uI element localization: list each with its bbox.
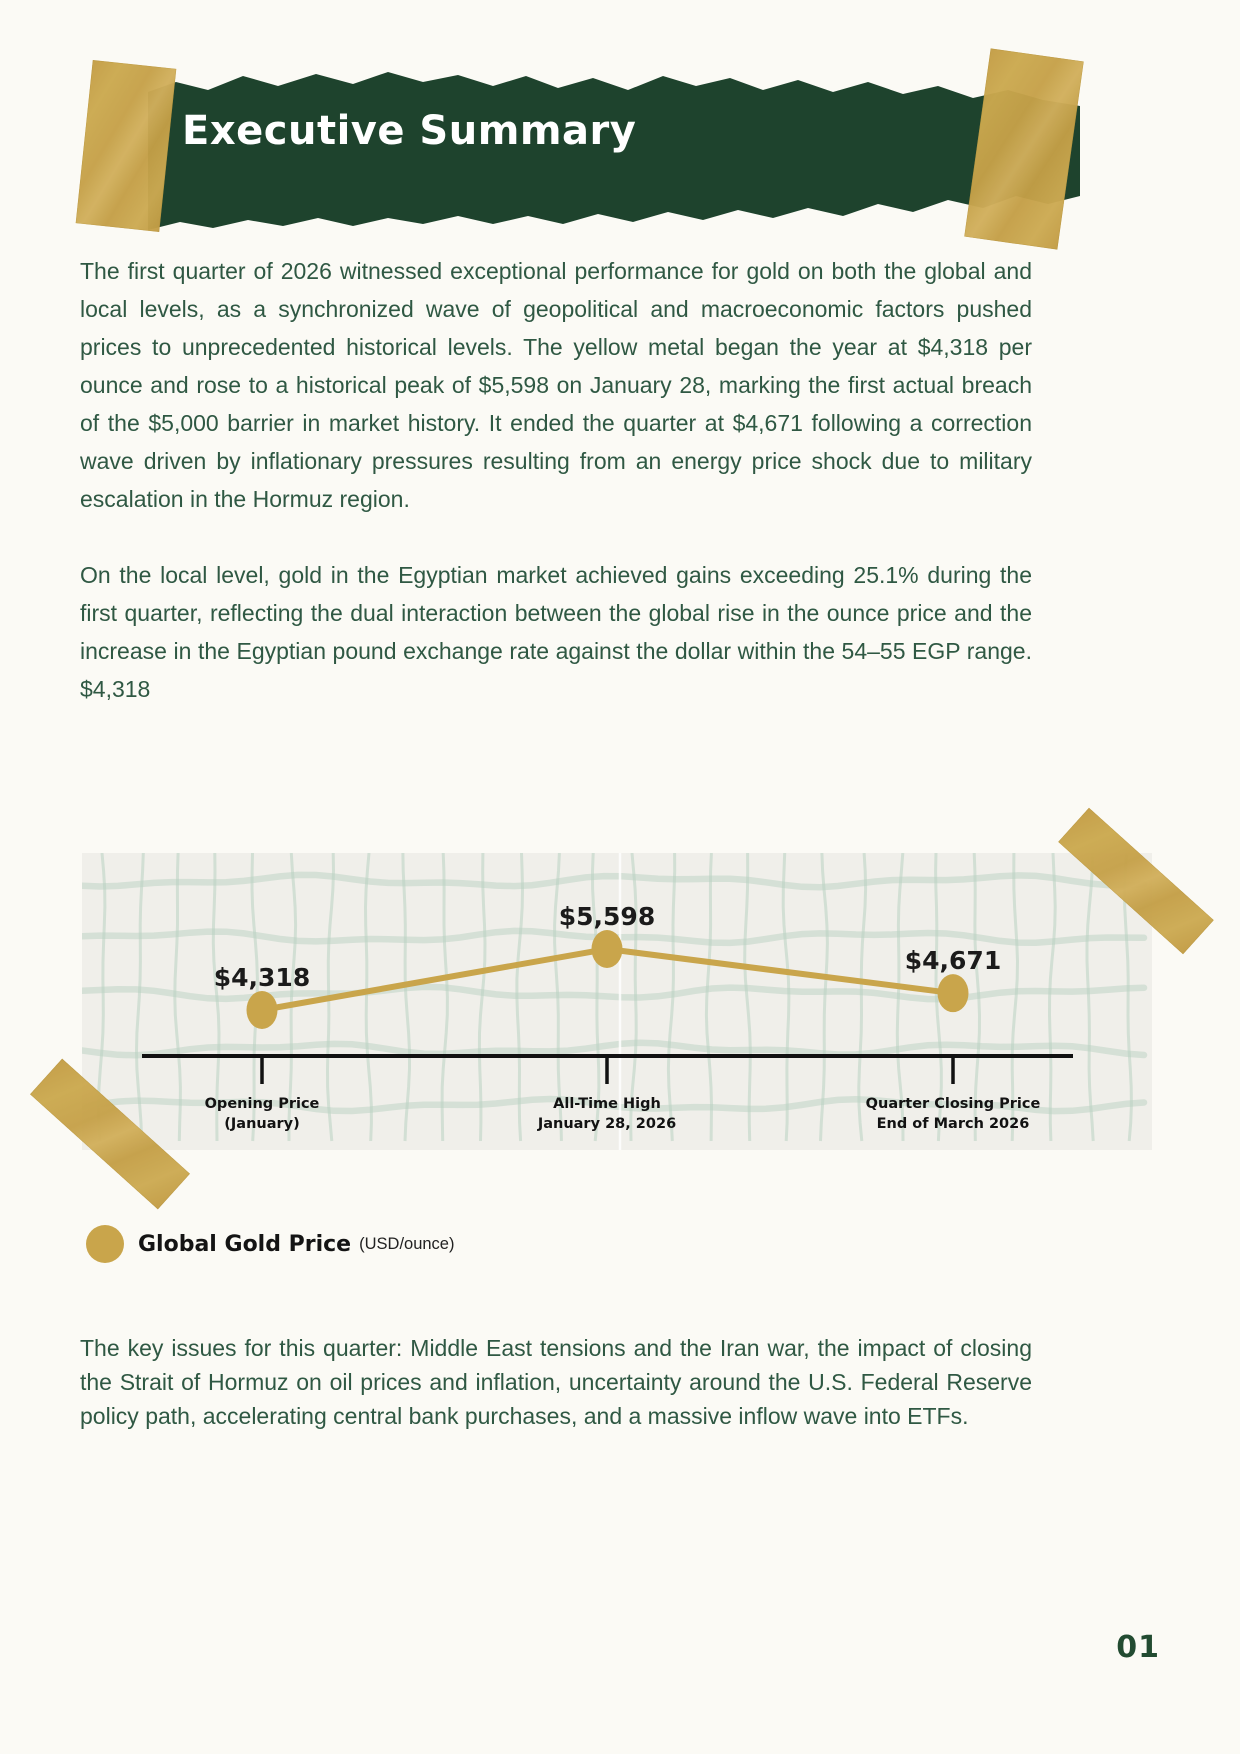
gold-price-chart bbox=[82, 853, 1152, 1150]
axis-tick-label: Quarter Closing Price bbox=[865, 1096, 1041, 1112]
axis-tick-label: End of March 2026 bbox=[876, 1116, 1030, 1132]
chart-point bbox=[247, 991, 278, 1029]
key-issues-paragraph: The key issues for this quarter: Middle East tensions and the Iran war, the impact of closing the Strait of Hormuz on oil prices and inflation, uncertainty around the U.S. Federal Reserve policy path, accelerating central bank purchases, and a massive inflow wave into ETFs. bbox=[80, 1335, 1032, 1429]
grid-line-vertical bbox=[403, 853, 410, 1141]
axis-tick-label: Opening Price bbox=[204, 1096, 320, 1112]
legend-gold-dot-icon bbox=[86, 1225, 124, 1263]
chart-point bbox=[592, 930, 623, 968]
axis-tick-label: January 28, 2026 bbox=[537, 1116, 677, 1132]
page-number: 01 bbox=[1116, 1630, 1160, 1665]
chart-point bbox=[938, 974, 969, 1012]
grid-line-vertical bbox=[783, 853, 789, 1141]
grid-line-horizontal bbox=[82, 1043, 1144, 1056]
chart-point-label: $4,318 bbox=[213, 963, 311, 992]
page-title: Executive Summary bbox=[182, 108, 637, 154]
legend-unit: (USD/ounce) bbox=[359, 1234, 455, 1253]
chart-legend bbox=[86, 1225, 454, 1263]
chart-point-label: $5,598 bbox=[558, 902, 656, 931]
tape-decoration-header-left bbox=[76, 60, 177, 232]
grid-line-vertical bbox=[479, 853, 485, 1141]
grid-line-vertical bbox=[366, 853, 372, 1141]
axis-tick-label: All-Time High bbox=[553, 1096, 661, 1112]
axis-tick-label: (January) bbox=[224, 1116, 300, 1132]
grid-line-horizontal bbox=[82, 875, 1144, 887]
legend-label: Global Gold Price bbox=[138, 1231, 352, 1257]
grid-line-vertical bbox=[706, 853, 711, 1141]
grid-line-vertical bbox=[1087, 853, 1093, 1141]
gold-price-timeline-plot bbox=[82, 853, 1152, 1150]
summary-paragraph-2: On the local level, gold in the Egyptian market achieved gains exceeding 25.1% during the first quarter, reflecting the dual interaction between the global rise in the ounce price and the increase in the Egyptian pound exchange rate against the dollar within the 54–55 EGP range. $4,318 bbox=[80, 562, 1032, 702]
grid-line-vertical bbox=[745, 853, 751, 1141]
grid-line-vertical bbox=[821, 853, 828, 1141]
grid-line-vertical bbox=[1050, 853, 1056, 1141]
chart-point-label: $4,671 bbox=[904, 946, 1002, 976]
summary-paragraph-1: The first quarter of 2026 witnessed exceptional performance for gold on both the global and local levels, as a synchronized wave of geopolitical and macroeconomic factors pushed prices to unprecedented historical levels. The yellow metal began the year at $4,318 per ounce and rose to a historical peak of $5,598 on January 28, marking the first actual breach of the $5,000 barrier in market history. It ended the quarter at $4,671 following a correction wave driven by inflationary pressures resulting from an energy price shock due to military escalation in the Hormuz region. bbox=[80, 258, 1032, 512]
grid-line-vertical bbox=[442, 853, 447, 1141]
